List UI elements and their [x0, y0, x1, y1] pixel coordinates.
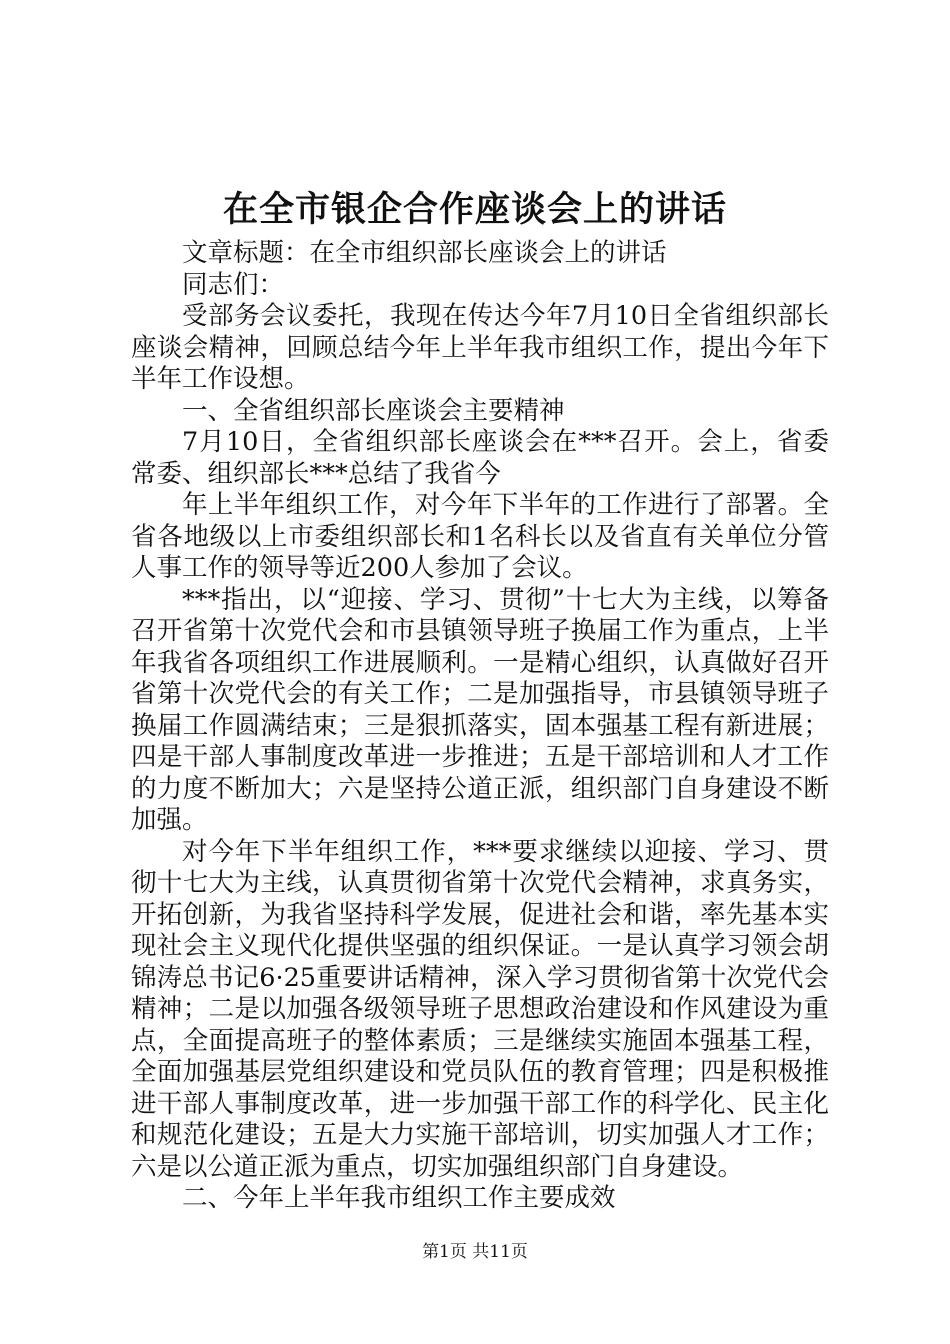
paragraph-second-half-requirements: 对今年下半年组织工作，***要求继续以迎接、学习、贯彻十七大为主线，认真贯彻省第十次党代会精神，求真务实，开拓创新，为我省坚持科学发展，促进社会和谐，率先基本实现社会主义现代化提供坚强的组织保证。一是认真学习领会胡锦涛总书记6·25重要讲话精神，深入学习贯彻省第十次党代会精神；二是以加强各级领导班子思想政治建设和作风建设为重点，全面提高班子的整体素质；三是继续实施固本强基工程，全面加强基层党组织建设和党员队伍的教育管理；四是积极推进干部人事制度改革，进一步加强干部工作的科学化、民主化和规范化建设；五是大力实施干部培训，切实加强人才工作；六是以公道正派为重点，切实加强组织部门自身建设。	[131, 836, 829, 1182]
paragraph-first-half-review: ***指出，以“迎接、学习、贯彻”十七大为主线，以筹备召开省第十次党代会和市县镇领导班子换届工作为重点，上半年我省各项组织工作进展顺利。一是精心组织，认真做好召开省第十次党代会的有关工作；二是加强指导，市县镇领导班子换届工作圆满结束；三是狠抓落实，固本强基工程有新进展；四是干部人事制度改革进一步推进；五是干部培训和人才工作的力度不断加大；六是坚持公道正派，组织部门自身建设不断加强。	[131, 584, 829, 835]
paragraph-meeting-continued: 年上半年组织工作，对今年下半年的工作进行了部署。全省各地级以上市委组织部长和1名科长以及省直有关单位分管人事工作的领导等近200人参加了会议。	[131, 490, 829, 583]
paragraph-meeting: 7月10日，全省组织部长座谈会在***召开。会上，省委常委、组织部长***总结了我省今	[131, 427, 829, 489]
document-title: 在全市银企合作座谈会上的讲话	[222, 189, 727, 230]
page-footer: 第1页 共11页	[422, 1242, 528, 1262]
section-heading-2: 二、今年上半年我市组织工作主要成效	[182, 1183, 616, 1213]
document-body	[131, 238, 829, 1215]
paragraph-salutation: 同志们：	[182, 269, 285, 300]
paragraph-article-title: 文章标题：在全市组织部长座谈会上的讲话	[182, 238, 667, 268]
section-heading-1: 一、全省组织部长座谈会主要精神	[182, 395, 565, 426]
paragraph-intro: 受部务会议委托，我现在传达今年7月10日全省组织部长座谈会精神，回顾总结今年上半年我市组织工作，提出今年下半年工作设想。	[131, 301, 829, 394]
